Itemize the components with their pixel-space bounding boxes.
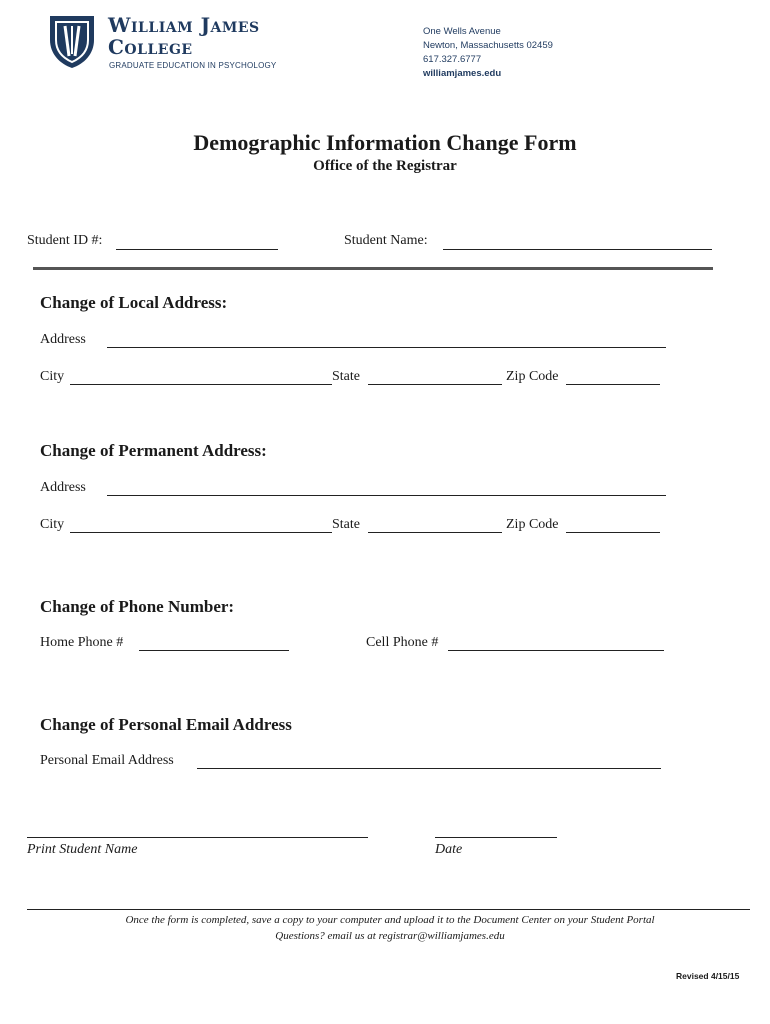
print-name-label: Print Student Name bbox=[27, 842, 138, 857]
college-contact-block bbox=[423, 25, 553, 81]
local-city-field[interactable] bbox=[70, 384, 332, 385]
college-name bbox=[108, 15, 260, 57]
student-name-field[interactable] bbox=[443, 249, 712, 250]
college-tagline: GRADUATE EDUCATION IN PSYCHOLOGY bbox=[109, 61, 277, 70]
print-name-field[interactable] bbox=[27, 837, 368, 838]
permanent-state-field[interactable] bbox=[368, 532, 502, 533]
address-line-1: One Wells Avenue bbox=[423, 26, 501, 37]
personal-email-field[interactable] bbox=[197, 768, 661, 769]
personal-email-label: Personal Email Address bbox=[40, 753, 174, 768]
local-zip-label: Zip Code bbox=[506, 369, 559, 384]
local-address-heading: Change of Local Address: bbox=[40, 293, 228, 312]
cell-phone-label: Cell Phone # bbox=[366, 635, 439, 650]
revised-date: Revised 4/15/15 bbox=[676, 971, 740, 981]
phone-number: 617.327.6777 bbox=[423, 54, 482, 65]
footer-questions: Questions? email us at registrar@williamjames.edu bbox=[275, 930, 505, 942]
cell-phone-field[interactable] bbox=[448, 650, 664, 651]
local-address-label: Address bbox=[40, 332, 86, 347]
permanent-state-label: State bbox=[332, 517, 360, 532]
student-name-label: Student Name: bbox=[344, 233, 428, 248]
form-title: Demographic Information Change Form bbox=[193, 130, 577, 155]
student-id-field[interactable] bbox=[116, 249, 278, 250]
website-link[interactable]: williamjames.edu bbox=[423, 68, 502, 79]
local-zip-field[interactable] bbox=[566, 384, 660, 385]
local-city-label: City bbox=[40, 369, 65, 384]
address-line-2: Newton, Massachusetts 02459 bbox=[423, 40, 553, 51]
permanent-city-field[interactable] bbox=[70, 532, 332, 533]
permanent-address-label: Address bbox=[40, 480, 86, 495]
permanent-address-field[interactable] bbox=[107, 495, 666, 496]
home-phone-label: Home Phone # bbox=[40, 635, 124, 650]
footer-divider bbox=[27, 909, 750, 910]
local-address-field[interactable] bbox=[107, 347, 666, 348]
date-field[interactable] bbox=[435, 837, 557, 838]
footer-instructions: Once the form is completed, save a copy to your computer and upload it to the Document Center on your Student Portal bbox=[125, 914, 655, 926]
permanent-city-label: City bbox=[40, 517, 65, 532]
college-shield-logo-icon bbox=[48, 14, 96, 70]
date-label: Date bbox=[435, 842, 463, 857]
section-divider bbox=[33, 267, 713, 270]
student-id-label: Student ID #: bbox=[27, 233, 103, 248]
permanent-address-heading: Change of Permanent Address: bbox=[40, 441, 267, 460]
college-name-line1: William James bbox=[108, 13, 260, 37]
phone-heading: Change of Phone Number: bbox=[40, 597, 235, 616]
home-phone-field[interactable] bbox=[139, 650, 289, 651]
local-state-field[interactable] bbox=[368, 384, 502, 385]
permanent-zip-field[interactable] bbox=[566, 532, 660, 533]
local-state-label: State bbox=[332, 369, 360, 384]
college-name-line2: College bbox=[108, 35, 193, 59]
permanent-zip-label: Zip Code bbox=[506, 517, 559, 532]
form-subtitle: Office of the Registrar bbox=[313, 158, 457, 174]
email-heading: Change of Personal Email Address bbox=[40, 715, 292, 734]
